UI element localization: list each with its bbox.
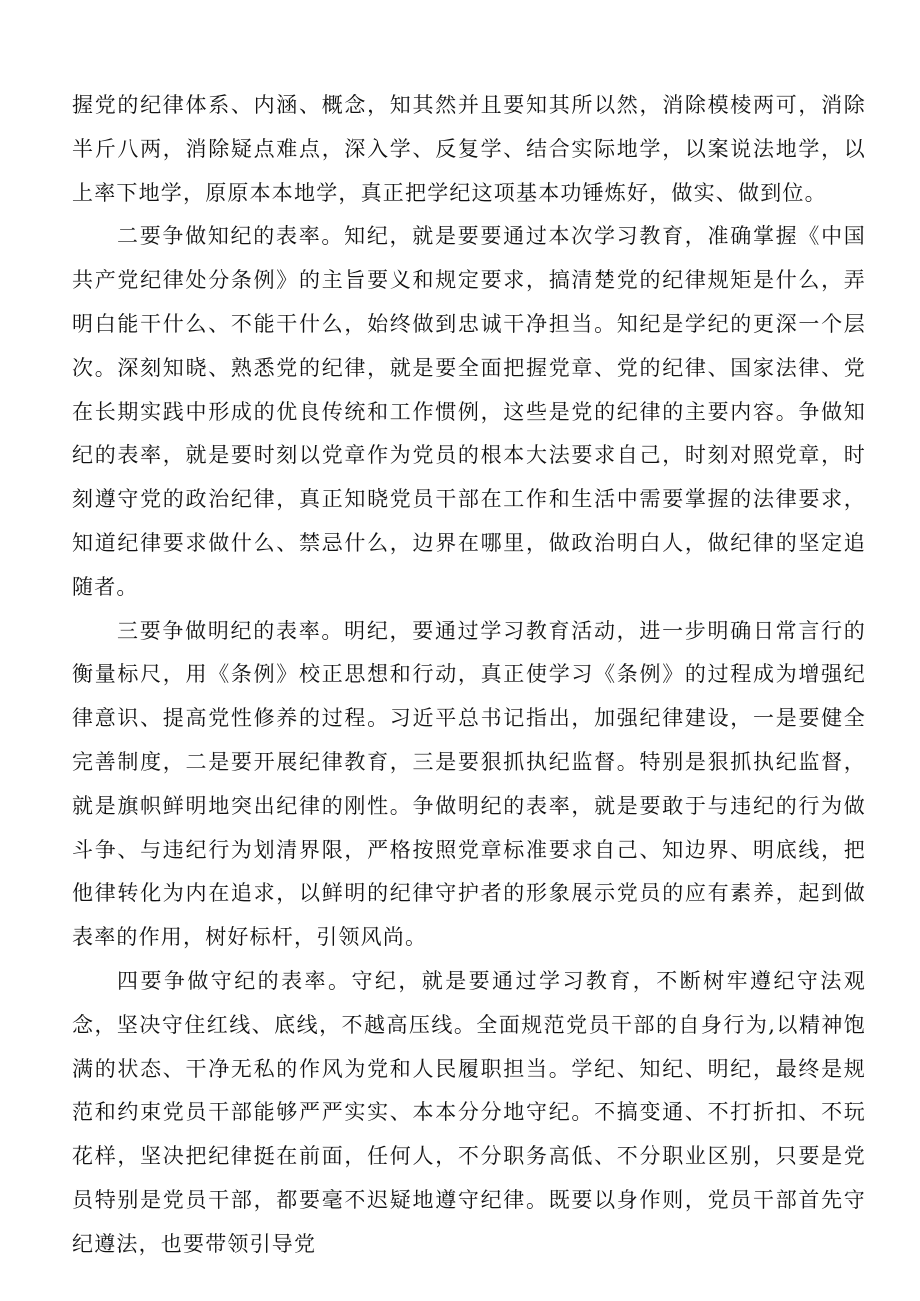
paragraph-observe-discipline: 四要争做守纪的表率。守纪，就是要通过学习教育，不断树牢遵纪守法观念，坚决守住红线、底线，不越高压线。全面规范党员干部的自身行为,以精神饱满的状态、干净无私的作风为党和人民履职担当。学纪、知纪、明纪，最终是规范和约束党员干部能够严严实实、本本分分地守纪。不搞变通、不打折扣、不玩花样，坚决把纪律挺在前面，任何人，不分职务高低、不分职业区别，只要是党员特别是党员干部，都要毫不迟疑地遵守纪律。既要以身作则，党员干部首先守纪遵法，也要带领引导党 (72, 968, 866, 1256)
paragraph-know-discipline: 二要争做知纪的表率。知纪，就是要要通过本次学习教育，准确掌握《中国共产党纪律处分条例》的主旨要义和规定要求，搞清楚党的纪律规矩是什么，弄明白能干什么、不能干什么，始终做到忠诚干净担当。知纪是学纪的更深一个层次。深刻知晓、熟悉党的纪律，就是要全面把握党章、党的纪律、国家法律、党在长期实践中形成的优良传统和工作惯例，这些是党的纪律的主要内容。争做知纪的表率，就是要时刻以党章作为党员的根本大法要求自己，时刻对照党章，时刻遵守党的政治纪律，真正知晓党员干部在工作和生活中需要掌握的法律要求，知道纪律要求做什么、禁忌什么，边界在哪里，做政治明白人，做纪律的坚定追随者。 (72, 224, 866, 599)
document-body (72, 84, 866, 1267)
paragraph-continuation: 握党的纪律体系、内涵、概念，知其然并且要知其所以然，消除模棱两可，消除半斤八两，消除疑点难点，深入学、反复学、结合实际地学，以案说法地学，以上率下地学，原原本本地学，真正把学纪这项基本功锤炼好，做实、做到位。 (72, 93, 866, 205)
paragraph-understand-discipline: 三要争做明纪的表率。明纪，要通过学习教育活动，进一步明确日常言行的衡量标尺，用《条例》校正思想和行动，真正使学习《条例》的过程成为增强纪律意识、提高党性修养的过程。习近平总书记指出，加强纪律建设，一是要健全完善制度，二是要开展纪律教育，三是要狠抓执纪监督。特别是狠抓执纪监督，就是旗帜鲜明地突出纪律的刚性。争做明纪的表率，就是要敢于与违纪的行为做斗争、与违纪行为划清界限，严格按照党章标准要求自己、知边界、明底线，把他律转化为内在追求，以鲜明的纪律守护者的形象展示党员的应有素养，起到做表率的作用，树好标杆，引领风尚。 (72, 618, 866, 950)
